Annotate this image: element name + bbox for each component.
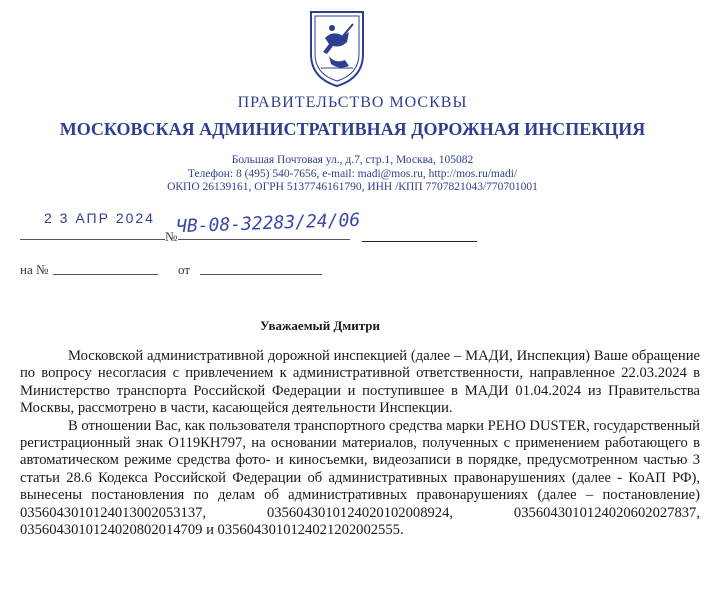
number-label: № <box>165 229 178 244</box>
organization-title: МОСКОВСКАЯ АДМИНИСТРАТИВНАЯ ДОРОЖНАЯ ИНСПЕКЦИЯ <box>59 119 646 139</box>
contacts-line: Телефон: 8 (495) 540-7656, e-mail: madi@mos.ru, http://mos.ru/madi/ <box>187 167 518 180</box>
salutation: Уважаемый Дмитри <box>260 318 380 333</box>
na-label: на № <box>20 262 49 277</box>
ot-underline <box>200 274 322 275</box>
paragraph-1: Московской административной дорожной инспекцией (далее – МАДИ, Инспекция) Ваше обращение по вопросу несогласия с привлечением к административной ответственности, направленное 22.03.2024 в Министерство транспорта Российской Федерации и поступившее в МАДИ 01.04.2024 из Правительства Москвы, рассмотрено в части, касающейся деятельности Инспекции. <box>20 348 700 417</box>
date-underline <box>20 239 165 240</box>
moscow-coat-of-arms-icon <box>305 8 369 88</box>
letter-body <box>20 348 700 539</box>
registry-line: ОКПО 26139161, ОГРН 5137746161790, ИНН /КПП 7707821043/770701001 <box>167 181 538 193</box>
ot-label: от <box>178 262 191 277</box>
handwritten-number: ЧВ-08-32283/24/06 <box>175 209 361 238</box>
paragraph-2: В отношении Вас, как пользователя транспортного средства марки РЕНО DUSTER, государственный регистрационный знак О119КН797, на основании материалов, полученных с применением работающего в автоматическом режиме средства фото- и киносъемки, видеозаписи в порядке, предусмотренном частью 3 статьи 28.6 Кодекса Российской Федерации об административных правонарушениях (далее - КоАП РФ), вынесены постановления по делам об административных правонарушениях (далее – постановление) 0356043010124013002053137, 0356043010124020102008924, 0356043010124020602027837, 0356043010124020802014709 и 0356043010124021202002555. <box>20 417 700 539</box>
government-title: ПРАВИТЕЛЬСТВО МОСКВЫ <box>237 94 468 111</box>
address-line: Большая Почтовая ул., д.7, стр.1, Москва, 105082 <box>231 154 474 166</box>
letterhead-details <box>0 154 705 195</box>
na-underline <box>53 274 158 275</box>
number-underline <box>178 239 350 240</box>
date-stamp: 2 3 АПР 2024 <box>44 210 155 226</box>
redacted-area <box>362 236 477 242</box>
